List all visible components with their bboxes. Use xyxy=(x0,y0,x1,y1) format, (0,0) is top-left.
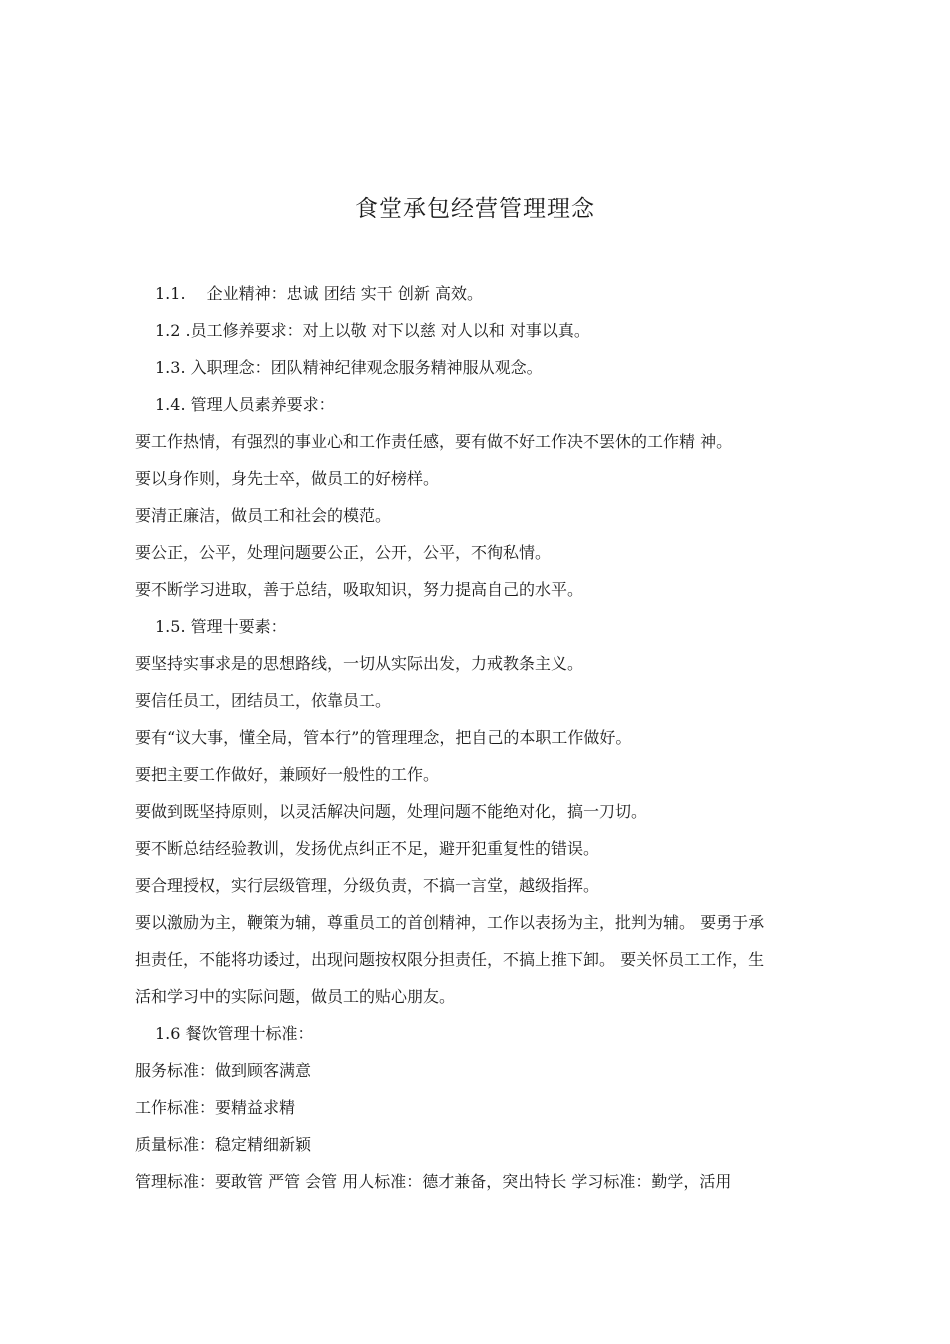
paragraph-line: 要做到既坚持原则，以灵活解决问题，处理问题不能绝对化，搞一刀切。 xyxy=(135,802,648,821)
paragraph-line: 要坚持实事求是的思想路线，一切从实际出发，力戒教条主义。 xyxy=(135,654,584,673)
paragraph-line: 1.4. 管理人员素养要求： xyxy=(155,395,335,414)
paragraph-line: 1.3. 入职理念：团队精神纪律观念服务精神服从观念。 xyxy=(155,358,543,377)
paragraph-line: 要有“议大事，懂全局，管本行”的管理理念，把自己的本职工作做好。 xyxy=(135,728,632,747)
paragraph-line: 要把主要工作做好，兼顾好一般性的工作。 xyxy=(135,765,440,784)
paragraph-line: 1.6 餐饮管理十标准： xyxy=(155,1024,314,1043)
paragraph-line: 管理标准：要敢管 严管 会管 用人标准：德才兼备，突出特长 学习标准：勤学，活用 xyxy=(135,1172,732,1191)
paragraph-line: 活和学习中的实际问题，做员工的贴心朋友。 xyxy=(135,987,456,1006)
document-body xyxy=(135,275,815,1200)
paragraph-line: 担责任，不能将功诿过，出现问题按权限分担责任，不搞上推下卸。 要关怀员工工作，生 xyxy=(135,950,765,969)
paragraph-line: 要以激励为主，鞭策为辅，尊重员工的首创精神，工作以表扬为主，批判为辅。 要勇于承 xyxy=(135,913,765,932)
paragraph-line: 要不断总结经验教训，发扬优点纠正不足，避开犯重复性的错误。 xyxy=(135,839,600,858)
paragraph-line: 服务标准：做到顾客满意 xyxy=(135,1061,312,1080)
paragraph-line: 质量标准：稳定精细新颖 xyxy=(135,1135,312,1154)
paragraph-line: 要信任员工，团结员工，依靠员工。 xyxy=(135,691,392,710)
paragraph-line: 要以身作则，身先士卒，做员工的好榜样。 xyxy=(135,469,440,488)
paragraph-line: 要工作热情，有强烈的事业心和工作责任感，要有做不好工作决不罢休的工作精 神。 xyxy=(135,432,733,451)
paragraph-line: 要清正廉洁，做员工和社会的模范。 xyxy=(135,506,392,525)
paragraph-line: 要公正，公平，处理问题要公正，公开，公平，不徇私情。 xyxy=(135,543,552,562)
paragraph-line: 要合理授权，实行层级管理，分级负责，不搞一言堂，越级指挥。 xyxy=(135,876,600,895)
paragraph-line: 1.2 .员工修养要求：对上以敬 对下以慈 对人以和 对事以真。 xyxy=(155,321,590,340)
paragraph-line: 工作标准：要精益求精 xyxy=(135,1098,296,1117)
paragraph-line: 1.5. 管理十要素： xyxy=(155,617,287,636)
paragraph-line: 要不断学习进取，善于总结，吸取知识，努力提高自己的水平。 xyxy=(135,580,584,599)
paragraph-line: 1.1. 企业精神：忠诚 团结 实干 创新 高效。 xyxy=(155,284,483,303)
document-title: 食堂承包经营管理理念 xyxy=(355,196,595,222)
